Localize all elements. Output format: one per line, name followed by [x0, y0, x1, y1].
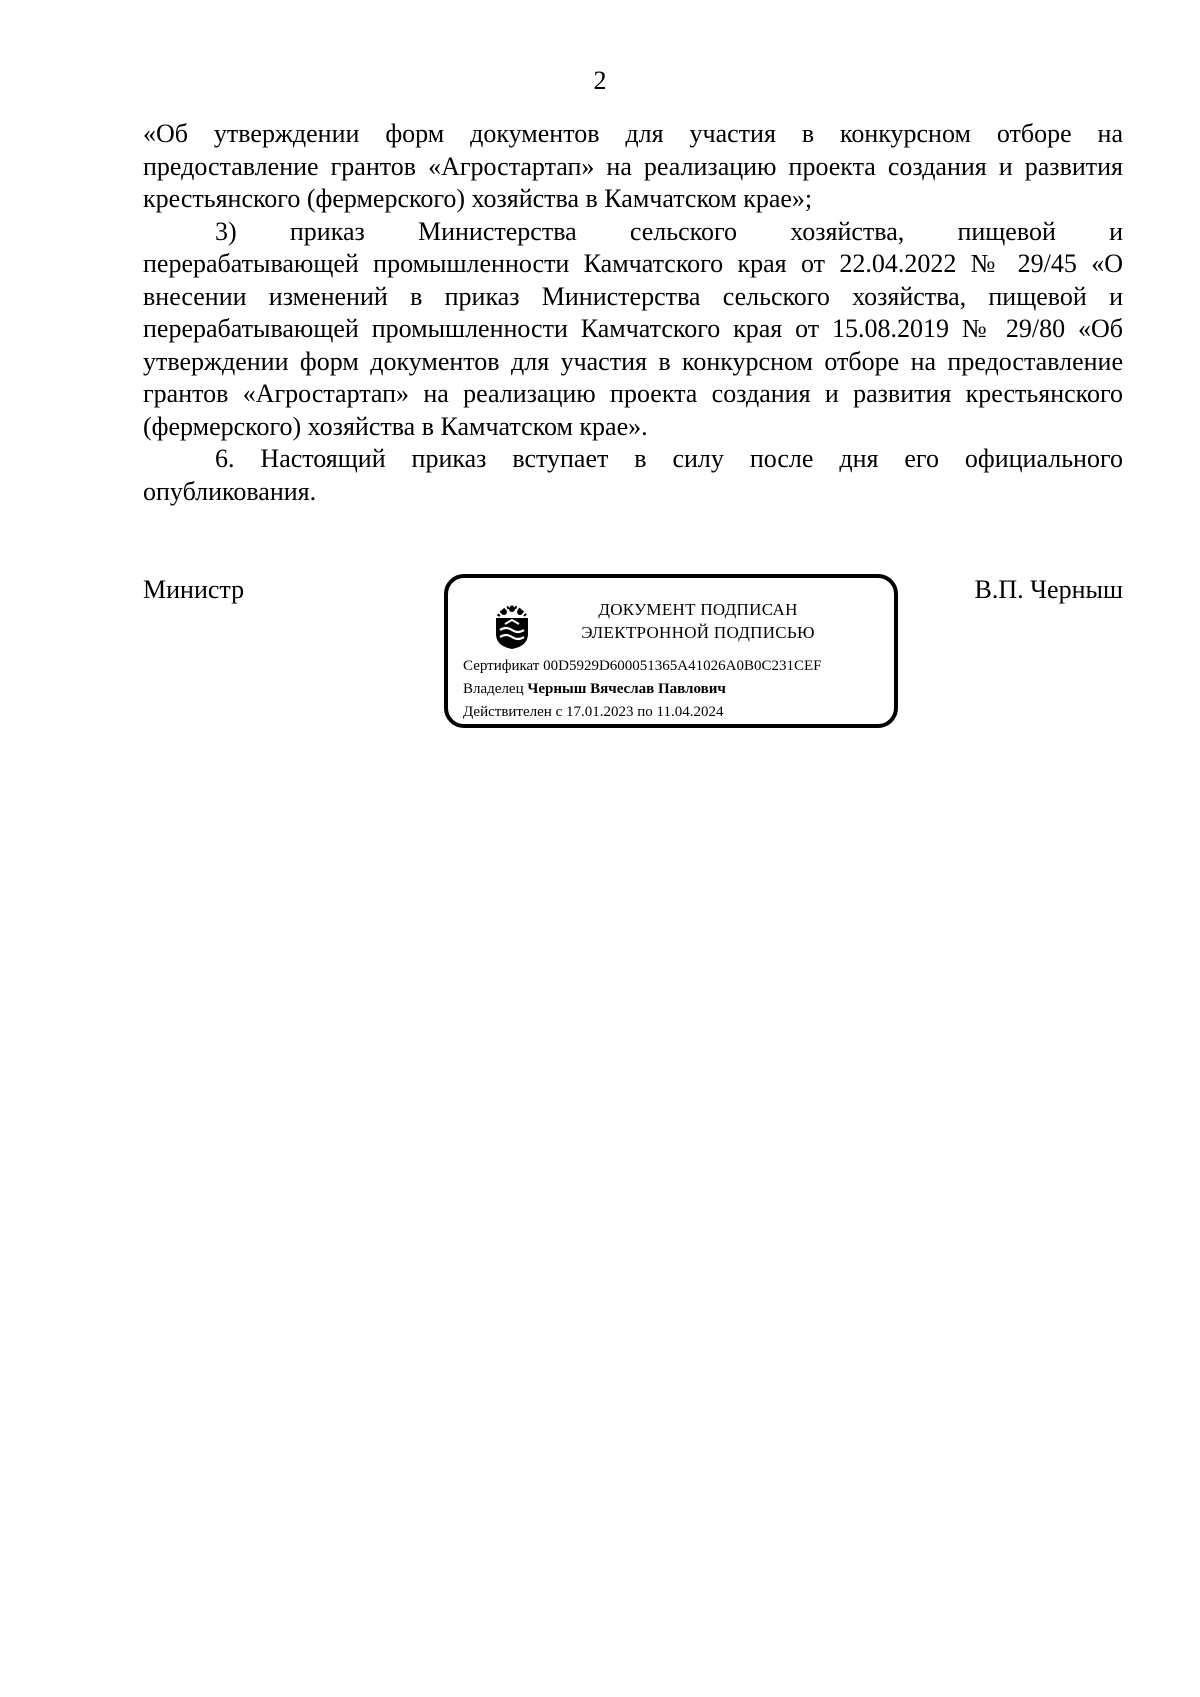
validity-from-prefix: с [555, 704, 563, 720]
electronic-signature-stamp [444, 574, 898, 728]
validity-to-prefix: по [637, 704, 653, 720]
stamp-validity-line [463, 702, 723, 722]
paragraph-item-3-first-line: 3) приказ Министерства сельского хозяйства, пищевой и [215, 216, 1123, 246]
certificate-value: 00D5929D600051365A41026A0B0C231CEF [543, 658, 822, 674]
page-number: 2 [593, 66, 607, 95]
validity-to-date: 11.04.2024 [656, 704, 724, 720]
stamp-heading-line-1: ДОКУМЕНТ ПОДПИСАН [598, 600, 798, 619]
owner-label: Владелец [463, 681, 524, 697]
signer-name: В.П. Черныш [974, 575, 1123, 604]
stamp-owner-line [463, 679, 726, 699]
signature-block [143, 574, 1123, 744]
stamp-heading-line-2: ЭЛЕКТРОННОЙ ПОДПИСЬЮ [581, 623, 815, 642]
stamp-certificate-line [463, 656, 821, 676]
certificate-label: Сертификат [463, 658, 540, 674]
signer-position: Министр [143, 575, 245, 604]
owner-value: Черныш Вячеслав Павлович [527, 681, 726, 697]
paragraph-item-3: перерабатывающей промышленности Камчатского края от 22.04.2022 № 29/45 «О внесении изменений в приказ Министерства сельского хозяйства, пищевой и перерабатывающей промышленности Камчатского края от 15.08.2019 № 29/80 «Об утверждении форм документов для участия в конкурсном отборе на предоставление грантов «Агростартап» на реализацию проекта создания и развития крестьянского (фермерского) хозяйства в Камчатском крае». [143, 249, 1123, 441]
validity-label: Действителен [463, 704, 552, 720]
document-body [143, 118, 1123, 508]
validity-from-date: 17.01.2023 [565, 704, 634, 720]
stamp-heading [548, 598, 848, 644]
paragraph-order-title: «Об утверждении форм документов для участия в конкурсном отборе на предоставление грантов «Агростартап» на реализацию проекта создания и развития крестьянского (фермерского) хозяйства в Камчатском крае»; [143, 119, 1123, 213]
coat-of-arms-icon [488, 596, 536, 650]
paragraph-item-6: 6. Настоящий приказ вступает в силу после дня его официального опубликования. [143, 444, 1123, 506]
